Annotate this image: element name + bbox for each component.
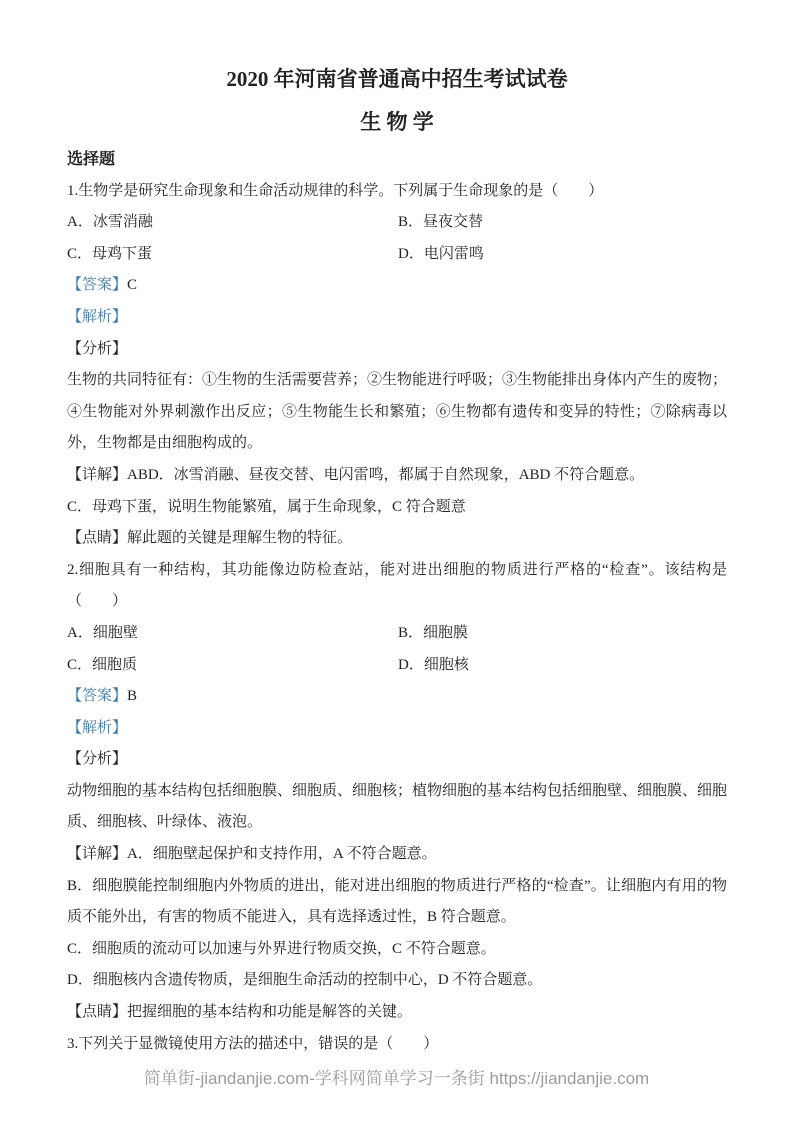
q2-detail-line-3: C．细胞质的流动可以加速与外界进行物质交换，C 不符合题意。 [67,940,496,957]
q1-dianjing-line [67,523,727,555]
q2-jiexi-line [67,713,727,745]
q2-answer-line [67,681,727,713]
q1-answer-marker: 【答案】 [67,277,128,294]
footer-watermark: 简单街-jiandanjie.com-学科网简单学习一条街 https://jiandanjie.com [143,1069,650,1088]
q2-options-row-1 [67,618,727,650]
q1-options-row-2 [67,239,727,271]
section-header: 选择题 [67,151,116,168]
q2-dianjing-line [67,997,727,1029]
q1-options-row-1 [67,207,727,239]
q2-fenxi-marker: 【分析】 [67,751,128,768]
q2-stem: 2.细胞具有一种结构，其功能像边防检查站，能对进出细胞的物质进行严格的“检查”。该结构是（ ） [67,561,727,610]
q1-fenxi-line [67,334,727,366]
q1-option-d: D．电闪雷鸣 [398,245,484,262]
q1-detail-marker: 【详解】 [67,466,128,483]
q2-dianjing-text: 把握细胞的基本结构和功能是解答的关键。 [127,1004,413,1021]
q1-detail-line-2: C．母鸡下蛋，说明生物能繁殖，属于生命现象，C 符合题意 [67,498,466,515]
q2-dianjing-marker: 【点睛】 [67,1004,128,1021]
q2-option-a: A．细胞壁 [67,624,138,641]
q1-detail-line-1 [67,460,727,492]
q2-options-row-2 [67,650,727,682]
q2-answer-marker: 【答案】 [67,688,128,705]
q2-option-c: C．细胞质 [67,656,138,673]
q1-jiexi-marker: 【解析】 [67,308,128,325]
q1-jiexi-line [67,302,727,334]
q1-fenxi-marker: 【分析】 [67,340,128,357]
q1-answer-value: C [127,277,138,294]
q1-dianjing-marker: 【点睛】 [67,530,128,547]
q1-option-b: B．昼夜交替 [398,214,484,231]
q1-analysis: 生物的共同特征有：①生物的生活需要营养；②生物能进行呼吸；③生物能排出身体内产生的废物；④生物能对外界刺激作出反应；⑤生物能生长和繁殖；⑥生物都有遗传和变异的特性；⑦除病毒以外，生物都是由细胞构成的。 [67,372,728,452]
q1-answer-line [67,270,727,302]
q1-dianjing-text: 解此题的关键是理解生物的特征。 [127,530,353,547]
q2-option-b: B．细胞膜 [398,624,469,641]
q2-detail-line-4: D．细胞核内含遗传物质，是细胞生命活动的控制中心，D 不符合题意。 [67,972,543,989]
q2-detail-marker: 【详解】 [67,846,128,863]
q1-detail-text-1: ABD．冰雪消融、昼夜交替、电闪雷鸣，都属于自然现象，ABD 不符合题意。 [127,466,645,483]
page-title: 2020 年河南省普通高中招生考试试卷 [226,67,568,91]
q2-detail-line-2: B．细胞膜能控制细胞内外物质的进出，能对进出细胞的物质进行严格的“检查”。让细胞内有用的物质不能外出，有害的物质不能进入，具有选择透过性，B 符合题意。 [67,877,727,926]
q2-analysis: 动物细胞的基本结构包括细胞膜、细胞质、细胞核；植物细胞的基本结构包括细胞壁、细胞膜、细胞质、细胞核、叶绿体、液泡。 [67,782,728,831]
q3-stem: 3.下列关于显微镜使用方法的描述中，错误的是（ ） [67,1035,439,1052]
q2-detail-line-1 [67,839,727,871]
q2-fenxi-line [67,744,727,776]
q1-stem: 1.生物学是研究生命现象和生命活动规律的科学。下列属于生命现象的是（ ） [67,182,604,199]
q1-option-c: C．母鸡下蛋 [67,245,153,262]
q1-option-a: A．冰雪消融 [67,214,153,231]
q2-answer-value: B [127,688,138,705]
q2-jiexi-marker: 【解析】 [67,719,128,736]
q2-option-d: D．细胞核 [398,656,469,673]
page-subtitle: 生 物 学 [360,110,434,134]
q2-detail-text-1: A．细胞壁起保护和支持作用，A 不符合题意。 [127,846,437,863]
